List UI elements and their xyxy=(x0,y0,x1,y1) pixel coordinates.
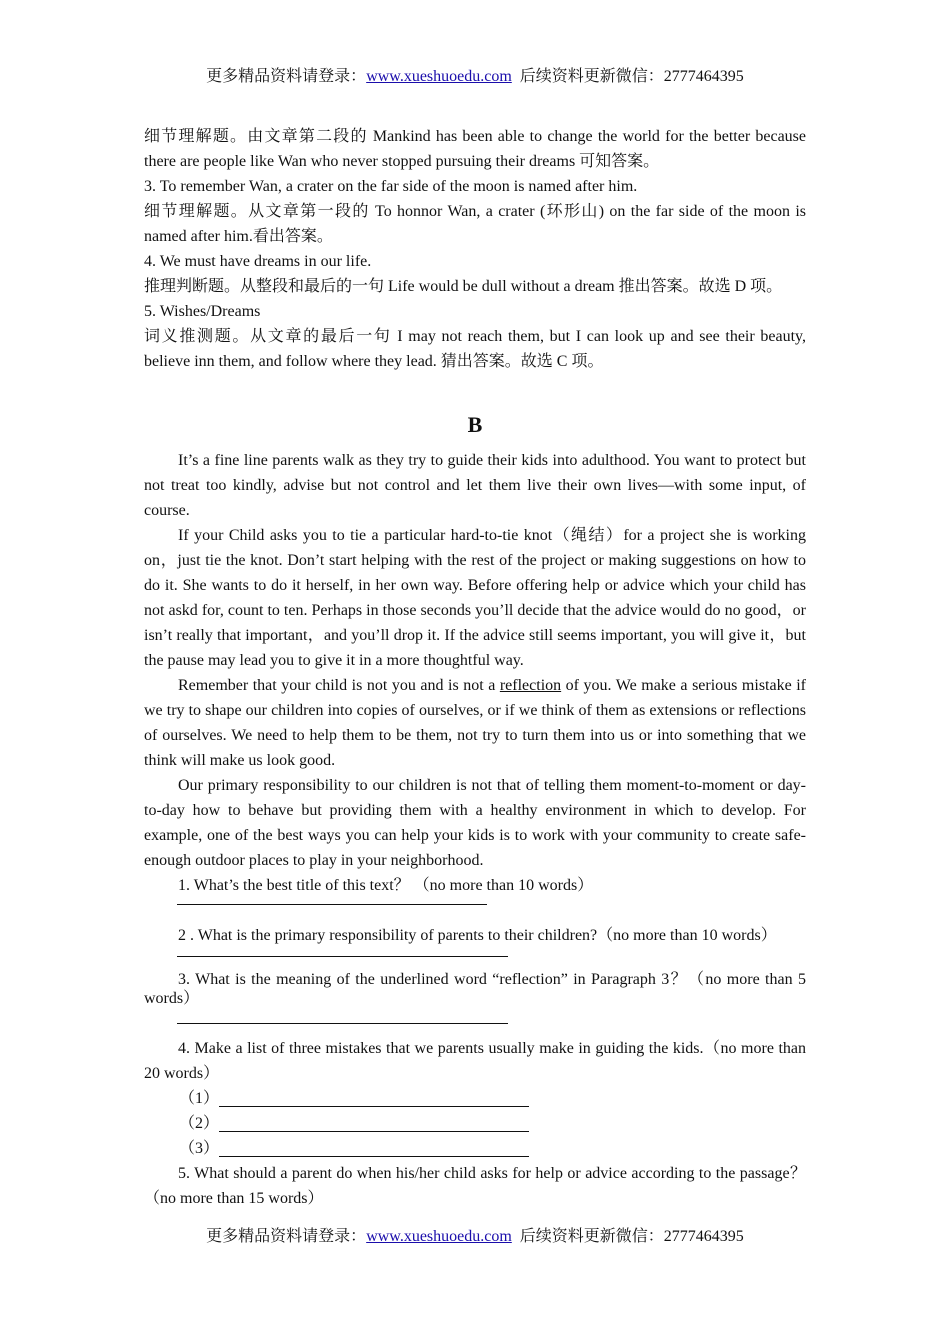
question-3: 3. What is the meaning of the underlined word “reflection” in Paragraph 3？（no more than 5 words） xyxy=(144,971,806,1007)
answer-explanation-4: 推理判断题。从整段和最后的一句 Life would be dull without a dream 推出答案。故选 D 项。 xyxy=(144,278,783,295)
answer-blank-4-3[interactable] xyxy=(219,1139,529,1157)
answer-blank-4-2[interactable] xyxy=(219,1114,529,1132)
paragraph-3-text-before: Remember that your child is not you and is not a xyxy=(178,677,500,694)
list-item xyxy=(144,1136,806,1161)
header-prefix: 更多精品资料请登录： xyxy=(206,68,367,85)
answer-explanation-3: 细节理解题。从文章第一段的 To honnor Wan, a crater (环形山) on the far side of the moon is named after him.看出答案。 xyxy=(144,203,806,245)
list-item-label: （3） xyxy=(179,1140,220,1157)
question-4: 4. Make a list of three mistakes that we parents usually make in guiding the kids.（no more than 20 words） xyxy=(144,1040,806,1082)
answer-blank-2-wrap xyxy=(144,948,806,970)
list-item-label: （2） xyxy=(179,1115,220,1132)
answer-blank-3[interactable] xyxy=(177,1023,508,1024)
document-body xyxy=(144,124,806,1211)
answer-4: 4. We must have dreams in our life. xyxy=(144,253,372,270)
paragraph-3-text-after: of you. We make a serious mistake if we try to shape our children into copies of ourselves, or if we think of them as extensions or reflections of ourselves. We need to help them to be them, not try to turn them into us or into something that we think will make us look good. xyxy=(144,677,807,769)
answer-blank-3-wrap xyxy=(144,1008,806,1036)
question-1: 1. What’s the best title of this text？ （no more than 10 words） xyxy=(178,877,594,894)
passage-paragraph-3 xyxy=(144,673,806,773)
header-suffix: 后续资料更新微信：2777464395 xyxy=(519,68,744,85)
passage-paragraph-1: It’s a fine line parents walk as they try to guide their kids into adulthood. You want to protect but not treat too kindly, advise but not control and let them live their own lives—with some input, of course. xyxy=(144,452,806,519)
footer-website-link[interactable]: www.xueshuoedu.com xyxy=(366,1228,512,1245)
answer-blank-2[interactable] xyxy=(177,956,508,957)
section-title: B xyxy=(467,412,483,437)
underlined-word-reflection: reflection xyxy=(499,677,562,694)
list-item-label: （1） xyxy=(179,1090,220,1107)
passage-paragraph-4: Our primary responsibility to our children is not that of telling them moment-to-moment or day-to-day how to behave but providing them with a healthy environment in which to develop. For example, one of the best ways you can help your kids is to work with your community to create safe-enough outdoor places to play in your neighborhood. xyxy=(144,777,806,869)
list-item xyxy=(144,1111,806,1136)
question-5: 5. What should a parent do when his/her child asks for help or advice according to the passage？（no more than 15 words） xyxy=(144,1165,806,1207)
answer-3: 3. To remember Wan, a crater on the far side of the moon is named after him. xyxy=(144,178,638,195)
answer-explanation-5: 词义推测题。从文章的最后一句 I may not reach them, but I can look up and see their beauty, believe inn them, and follow where they lead. 猜出答案。故选 C 项。 xyxy=(144,328,806,370)
answer-5: 5. Wishes/Dreams xyxy=(144,303,261,320)
list-item xyxy=(144,1086,806,1111)
page-footer xyxy=(0,1227,950,1247)
header-website-link[interactable]: www.xueshuoedu.com xyxy=(366,68,512,85)
answer-blank-1[interactable] xyxy=(177,904,487,905)
page-header xyxy=(0,67,950,87)
answer-explanation-2: 细节理解题。由文章第二段的 Mankind has been able to change the world for the better because there are people like Wan who never stopped pursuing their dreams 可知答案。 xyxy=(144,128,806,170)
question-2: 2 . What is the primary responsibility of parents to their children?（no more than 10 words） xyxy=(178,927,777,944)
answer-blank-1-wrap xyxy=(144,898,806,923)
answer-blank-4-1[interactable] xyxy=(219,1089,529,1107)
footer-suffix: 后续资料更新微信：2777464395 xyxy=(519,1228,744,1245)
footer-prefix: 更多精品资料请登录： xyxy=(206,1228,367,1245)
passage-paragraph-2: If your Child asks you to tie a particular hard-to-tie knot（绳结）for a project she is working on，just tie the knot. Don’t start helping with the rest of the project or making suggestions on how to do it. She wants to do it herself, in her own way. Before offering help or advice which your child has not askd for, count to ten. Perhaps in those seconds you’ll decide that the advice would do no good，or isn’t really that important，and you’ll drop it. If the advice still seems important, you will give it，but the pause may lead you to give it in a more thoughtful way. xyxy=(144,527,806,669)
